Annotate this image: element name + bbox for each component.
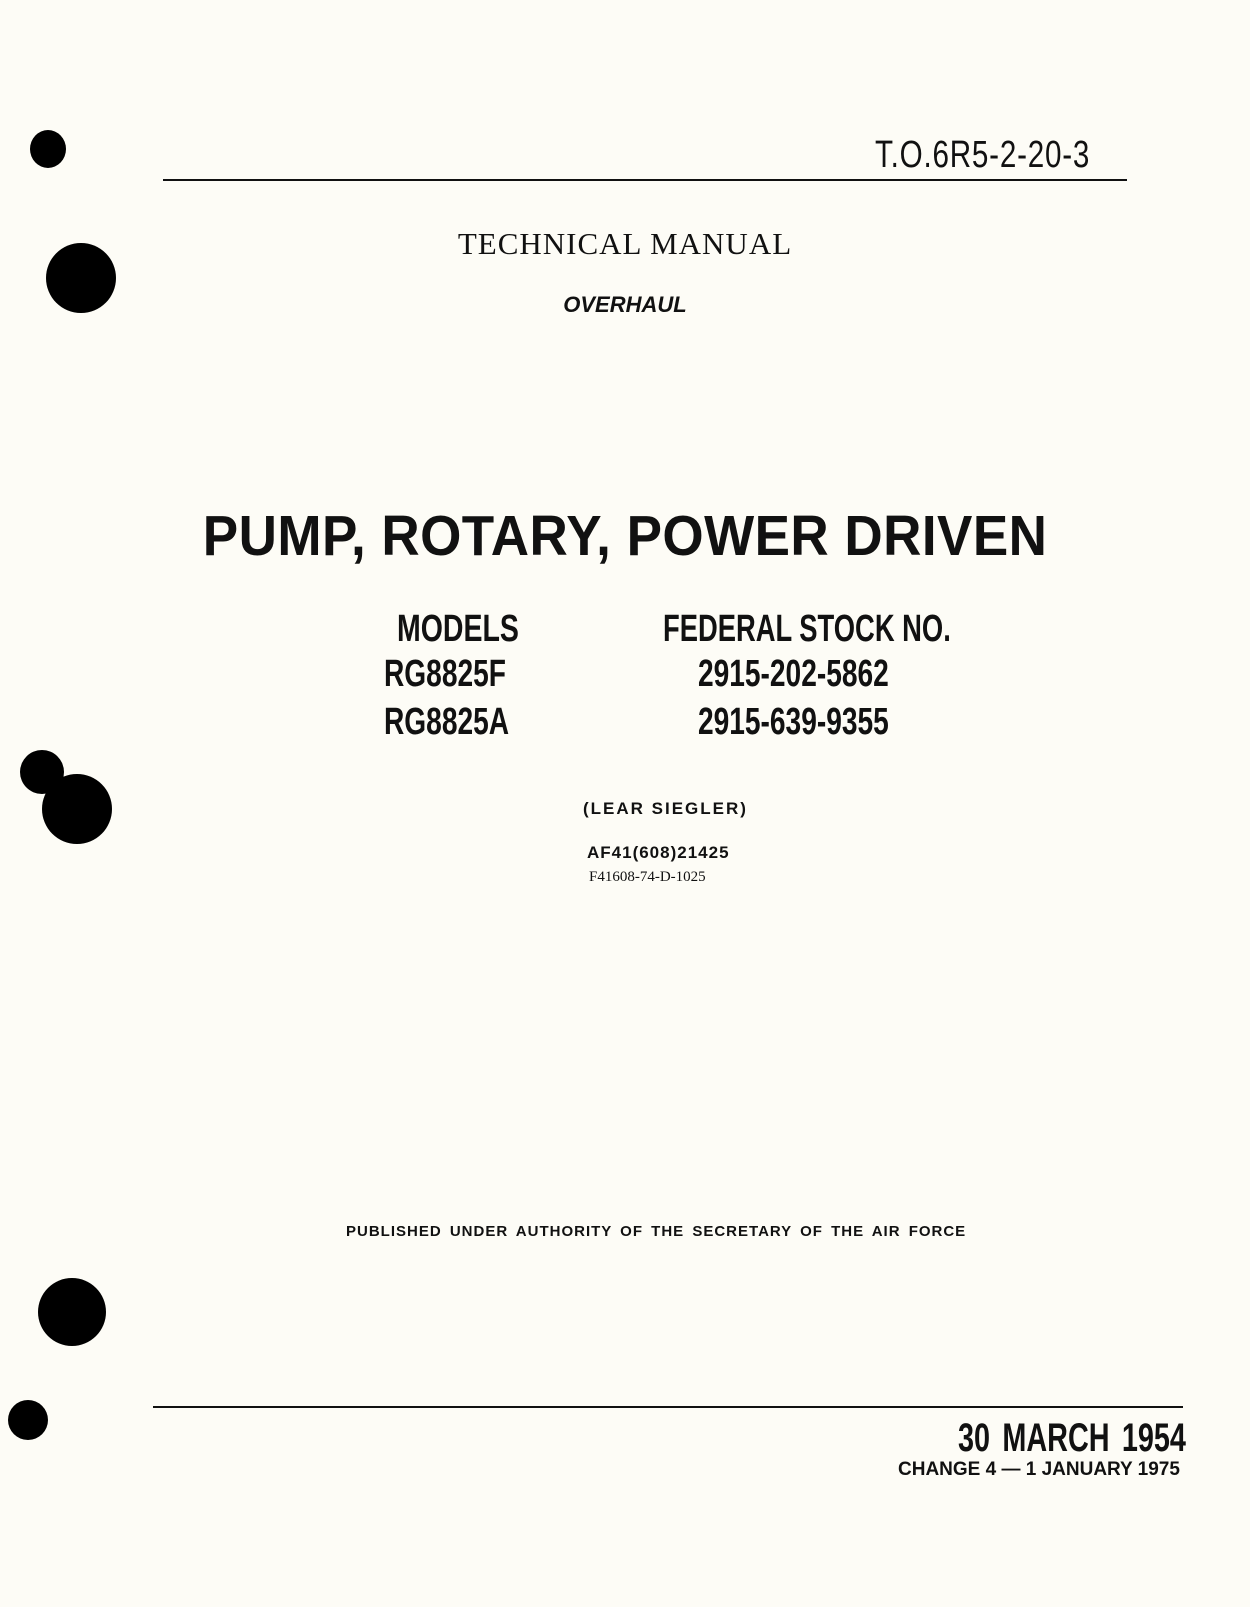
manufacturer: (LEAR SIEGLER) bbox=[583, 799, 748, 818]
authority-statement: PUBLISHED UNDER AUTHORITY OF THE SECRETARY OF THE AIR FORCE bbox=[346, 1223, 967, 1240]
binder-hole bbox=[30, 130, 66, 168]
manual-subtype: OVERHAUL bbox=[563, 292, 687, 317]
stock-header: FEDERAL STOCK NO. bbox=[663, 608, 951, 650]
main-title bbox=[0, 503, 1250, 569]
footer-rule bbox=[153, 1406, 1183, 1408]
change-notice: CHANGE 4 — 1 JANUARY 1975 bbox=[898, 1459, 1180, 1480]
issue-date: 30 MARCH 1954 bbox=[958, 1416, 1186, 1460]
document-number: T.O.6R5-2-20-3 bbox=[875, 134, 1091, 176]
manual-type: TECHNICAL MANUAL bbox=[457, 226, 793, 261]
binder-hole bbox=[8, 1400, 48, 1440]
stock-row-2: 2915-639-9355 bbox=[698, 701, 889, 743]
header-rule bbox=[163, 179, 1127, 181]
models-header: MODELS bbox=[397, 608, 519, 650]
model-row-2: RG8825A bbox=[384, 701, 510, 743]
main-title-text: PUMP, ROTARY, POWER DRIVEN bbox=[202, 504, 1048, 568]
binder-hole bbox=[38, 1278, 106, 1346]
stock-row-1: 2915-202-5862 bbox=[698, 653, 889, 695]
contract-primary: AF41(608)21425 bbox=[587, 843, 730, 862]
contract-secondary: F41608-74-D-1025 bbox=[589, 869, 706, 885]
binder-hole bbox=[42, 774, 112, 844]
model-row-1: RG8825F bbox=[384, 653, 506, 695]
